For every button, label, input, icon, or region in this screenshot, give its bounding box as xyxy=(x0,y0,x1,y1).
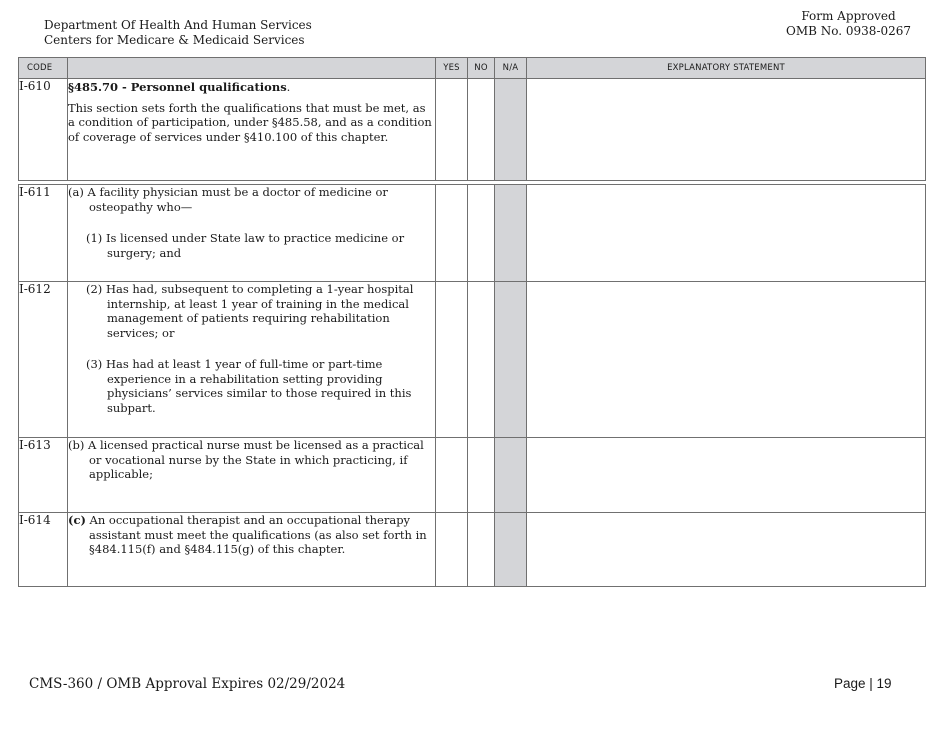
table-row xyxy=(19,438,926,513)
yes-checkbox-cell[interactable] xyxy=(436,438,468,513)
na-checkbox-cell[interactable] xyxy=(495,79,527,181)
row-code: I-611 xyxy=(19,185,68,282)
na-checkbox-cell[interactable] xyxy=(495,513,527,587)
requirement-text xyxy=(68,79,436,181)
section-title-period: . xyxy=(286,80,291,94)
requirement-text xyxy=(68,438,436,513)
yes-checkbox-cell[interactable] xyxy=(436,79,468,181)
table-row xyxy=(19,185,926,282)
no-checkbox-cell[interactable] xyxy=(468,79,495,181)
agency-header xyxy=(44,18,312,48)
paragraph-b: (b) A licensed practical nurse must be licensed as a practical or vocational nurse by the State in which practicing, if applicable; xyxy=(68,438,424,481)
row-code: I-614 xyxy=(19,513,68,587)
yes-checkbox-cell[interactable] xyxy=(436,185,468,282)
no-checkbox-cell[interactable] xyxy=(468,185,495,282)
footer-form-reference: CMS-360 / OMB Approval Expires 02/29/2024 xyxy=(29,676,346,692)
section-title: §485.70 - Personnel qualifications xyxy=(68,80,287,94)
agency-line-1: Department Of Health And Human Services xyxy=(44,18,312,32)
section-body: This section sets forth the qualifications that must be met, as a condition of participation, under §485.58, and as a condition of coverage of services under §410.100 of this chapter. xyxy=(68,100,432,144)
requirement-text xyxy=(68,185,436,282)
paragraph-c-text: An occupational therapist and an occupational therapy assistant must meet the qualifications (as also set forth in §484.115(f) and §484.115(g) of this chapter. xyxy=(85,513,427,556)
yes-checkbox-cell[interactable] xyxy=(436,513,468,587)
requirement-text xyxy=(68,513,436,587)
paragraph-1: (1) Is licensed under State law to practice medicine or surgery; and xyxy=(86,231,405,260)
table-row xyxy=(19,513,926,587)
row-code: I-613 xyxy=(19,438,68,513)
explanatory-statement-cell[interactable] xyxy=(527,185,926,282)
column-header-no: NO xyxy=(468,58,495,79)
no-checkbox-cell[interactable] xyxy=(468,438,495,513)
column-header-code: CODE xyxy=(19,58,68,79)
paragraph-c xyxy=(68,513,435,557)
no-checkbox-cell[interactable] xyxy=(468,513,495,587)
table-header-row xyxy=(19,58,926,79)
requirement-text xyxy=(68,282,436,438)
table-row xyxy=(19,282,926,438)
row-code: I-610 xyxy=(19,79,68,181)
column-header-yes: YES xyxy=(436,58,468,79)
yes-checkbox-cell[interactable] xyxy=(436,282,468,438)
column-header-requirement xyxy=(68,58,436,79)
table-row xyxy=(19,79,926,181)
paragraph-2: (2) Has had, subsequent to completing a 1-year hospital internship, at least 1 year of training in the medical management of patients requiring rehabilitation services; or xyxy=(86,282,414,340)
na-checkbox-cell[interactable] xyxy=(495,185,527,282)
row-code: I-612 xyxy=(19,282,68,438)
explanatory-statement-cell[interactable] xyxy=(527,438,926,513)
explanatory-statement-cell[interactable] xyxy=(527,513,926,587)
column-header-explanatory-statement: EXPLANATORY STATEMENT xyxy=(527,58,926,79)
omb-number: OMB No. 0938-0267 xyxy=(786,24,912,38)
survey-form-table xyxy=(18,57,926,587)
footer-page-number: Page | 19 xyxy=(834,676,892,691)
paragraph-3: (3) Has had at least 1 year of full-time or part-time experience in a rehabilitation setting providing physicians’ services similar to those required in this subpart. xyxy=(86,357,412,415)
form-status: Form Approved xyxy=(801,9,896,23)
agency-line-2: Centers for Medicare & Medicaid Services xyxy=(44,33,305,47)
column-header-na: N/A xyxy=(495,58,527,79)
explanatory-statement-cell[interactable] xyxy=(527,79,926,181)
no-checkbox-cell[interactable] xyxy=(468,282,495,438)
explanatory-statement-cell[interactable] xyxy=(527,282,926,438)
na-checkbox-cell[interactable] xyxy=(495,438,527,513)
paragraph-c-label: (c) xyxy=(68,513,86,527)
omb-approval-block xyxy=(786,9,911,39)
na-checkbox-cell[interactable] xyxy=(495,282,527,438)
paragraph-a: (a) A facility physician must be a doctor of medicine or osteopathy who— xyxy=(68,185,388,214)
